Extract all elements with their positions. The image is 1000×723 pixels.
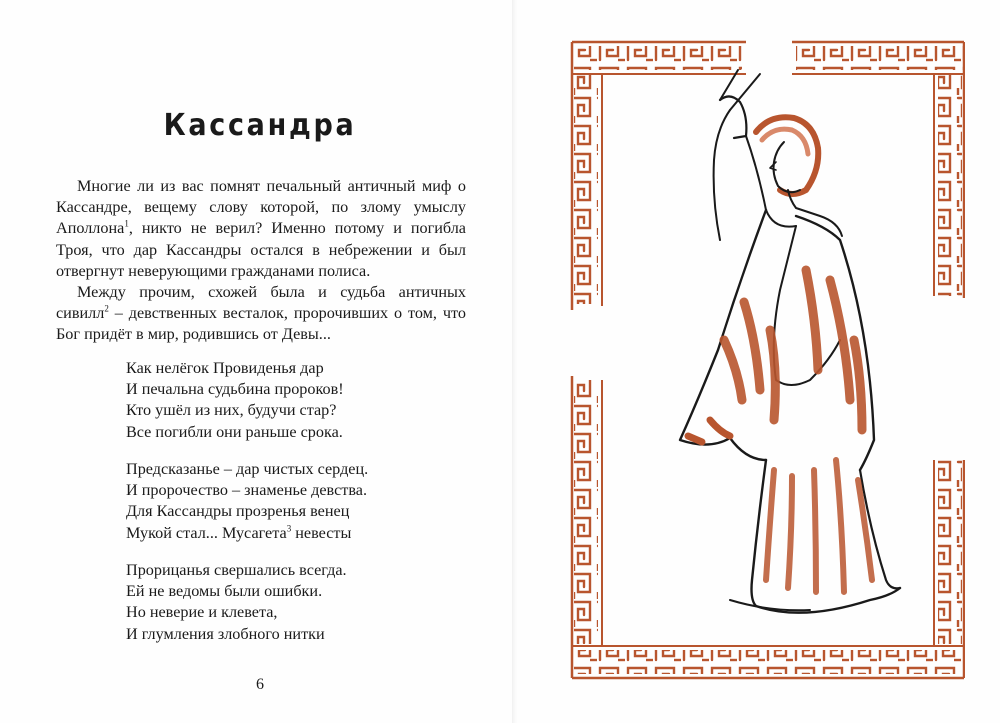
- greek-key-border-bottom: [572, 646, 964, 678]
- prose-paragraph-1: [56, 176, 466, 282]
- poem-line: Прорицанья свершались всегда.: [126, 561, 347, 579]
- poem-stanza-1: [126, 358, 446, 443]
- prose-text: Многие ли из вас помнят печальный античный миф о Кассандре, вещему слову которой, по злому умыслу Аполлона: [56, 177, 466, 238]
- prose-paragraph-2: [56, 282, 466, 346]
- poem-line: Кто ушёл из них, будучи стар?: [126, 401, 337, 420]
- poem-line: И пророчество – знаменье девства.: [126, 481, 367, 500]
- prose-text: Между прочим, схожей была и судьба античных сивилл: [56, 283, 466, 323]
- footnote-mark: 2: [104, 303, 109, 314]
- poem-line: Ей не ведомы были ошибки.: [126, 582, 323, 601]
- greek-key-border-left: [572, 42, 602, 678]
- poem-line: [126, 523, 446, 544]
- greek-key-border-right: [934, 42, 964, 678]
- poem-line: Для Кассандры прозренья венец: [126, 502, 350, 521]
- poem-line: И глумления злобного нитки: [126, 624, 325, 643]
- chapter-title: Кассандра: [163, 108, 357, 143]
- poem-stanza-2: [126, 459, 446, 544]
- poem-line: Предсказанье – дар чистых сердец.: [126, 460, 369, 478]
- greek-woman-illustration: [570, 40, 965, 680]
- poem-line: Как нелёгок Провиденья дар: [126, 359, 324, 377]
- poem-line: Все погибли они раньше срока.: [126, 422, 343, 441]
- prose-text: – девственных весталок, пророчивших о том, что Бог придёт в мир, родившись от Девы...: [56, 304, 466, 344]
- greek-key-border-top-left: [572, 42, 746, 74]
- prose-text: , никто не верил? Именно потому и погибла Троя, что дар Кассандры остался в небрежении и был отвергнут неверующими гражданами полиса.: [56, 219, 466, 280]
- poem-line: И печальна судьбина пророков!: [126, 380, 344, 399]
- footnote-mark: 3: [286, 523, 292, 534]
- poem-text: Мукой стал... Мусагета: [126, 523, 287, 542]
- poem-stanza-3: [126, 560, 446, 645]
- footnote-mark: 1: [124, 219, 129, 230]
- poem-text: невесты: [291, 523, 352, 542]
- poem-line: Но неверие и клевета,: [126, 603, 278, 622]
- page-number: 6: [256, 676, 264, 693]
- greek-key-border-top-right: [792, 42, 964, 74]
- woman-figure: [680, 70, 900, 613]
- prose-block: [56, 176, 466, 346]
